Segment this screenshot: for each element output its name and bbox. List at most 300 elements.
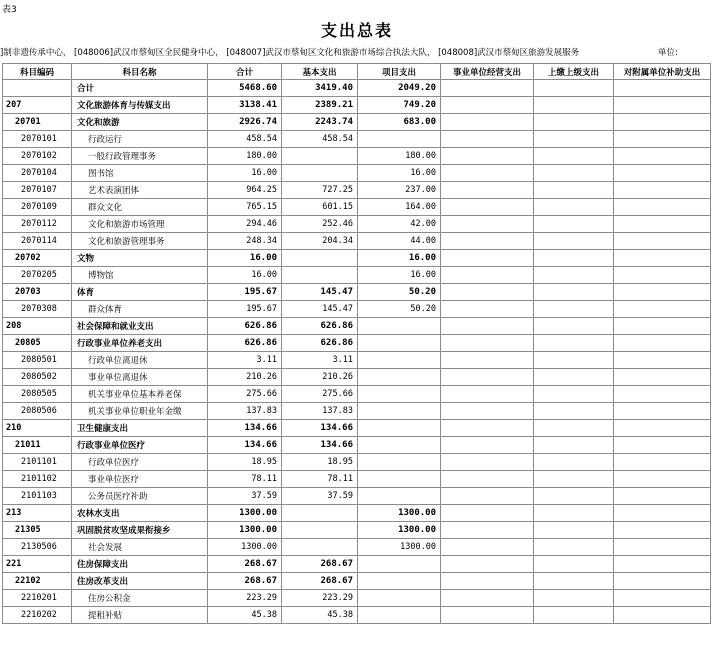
cell-subsidy [614, 114, 711, 131]
cell-project: 164.00 [358, 199, 441, 216]
cell-subsidy [614, 505, 711, 522]
cell-total: 223.29 [208, 590, 282, 607]
cell-business [441, 301, 534, 318]
cell-name: 文化旅游体育与传媒支出 [72, 97, 208, 114]
cell-business [441, 488, 534, 505]
cell-code: 221 [3, 556, 72, 573]
cell-total: 1300.00 [208, 505, 282, 522]
cell-name: 事业单位离退休 [72, 369, 208, 386]
cell-basic: 18.95 [282, 454, 358, 471]
cell-upper [534, 437, 614, 454]
cell-upper [534, 182, 614, 199]
cell-business [441, 182, 534, 199]
table-row [3, 437, 711, 454]
cell-business [441, 114, 534, 131]
cell-business [441, 420, 534, 437]
table-row [3, 80, 711, 97]
cell-upper [534, 539, 614, 556]
unit-label: 单位: [654, 46, 678, 58]
cell-upper [534, 80, 614, 97]
cell-basic: 210.26 [282, 369, 358, 386]
cell-subsidy [614, 454, 711, 471]
cell-project: 42.00 [358, 216, 441, 233]
cell-name: 机关事业单位职业年金缴 [72, 403, 208, 420]
cell-business [441, 131, 534, 148]
cell-project [358, 318, 441, 335]
cell-subsidy [614, 522, 711, 539]
cell-project: 44.00 [358, 233, 441, 250]
table-row [3, 250, 711, 267]
cell-total: 195.67 [208, 284, 282, 301]
cell-name: 群众文化 [72, 199, 208, 216]
cell-name: 农林水支出 [72, 505, 208, 522]
table-row [3, 165, 711, 182]
header-upper: 上缴上级支出 [534, 64, 614, 80]
cell-upper [534, 522, 614, 539]
cell-subsidy [614, 165, 711, 182]
cell-project [358, 131, 441, 148]
cell-total: 16.00 [208, 250, 282, 267]
cell-basic [282, 522, 358, 539]
table-row [3, 233, 711, 250]
header-total: 合计 [208, 64, 282, 80]
cell-upper [534, 454, 614, 471]
cell-total: 16.00 [208, 165, 282, 182]
cell-upper [534, 131, 614, 148]
table-row [3, 471, 711, 488]
cell-project [358, 437, 441, 454]
cell-total: 765.15 [208, 199, 282, 216]
cell-upper [534, 233, 614, 250]
cell-subsidy [614, 539, 711, 556]
cell-subsidy [614, 420, 711, 437]
table-row [3, 488, 711, 505]
table-row [3, 590, 711, 607]
cell-upper [534, 199, 614, 216]
cell-code: 2210202 [3, 607, 72, 624]
cell-upper [534, 216, 614, 233]
table-row [3, 420, 711, 437]
cell-name: 住房公积金 [72, 590, 208, 607]
cell-upper [534, 352, 614, 369]
cell-name: 文化和旅游管理事务 [72, 233, 208, 250]
cell-total: 18.95 [208, 454, 282, 471]
cell-name: 艺术表演团体 [72, 182, 208, 199]
table-row [3, 267, 711, 284]
cell-total: 78.11 [208, 471, 282, 488]
table-row [3, 386, 711, 403]
cell-business [441, 199, 534, 216]
cell-total: 2926.74 [208, 114, 282, 131]
cell-upper [534, 114, 614, 131]
cell-subsidy [614, 250, 711, 267]
cell-basic [282, 165, 358, 182]
cell-name: 合计 [72, 80, 208, 97]
cell-project: 749.20 [358, 97, 441, 114]
cell-upper [534, 267, 614, 284]
cell-business [441, 386, 534, 403]
cell-total: 3138.41 [208, 97, 282, 114]
table-row [3, 216, 711, 233]
expenditure-table [2, 63, 711, 624]
cell-project [358, 573, 441, 590]
cell-code: 20702 [3, 250, 72, 267]
cell-code: 21305 [3, 522, 72, 539]
cell-business [441, 471, 534, 488]
cell-code: 2101102 [3, 471, 72, 488]
cell-business [441, 437, 534, 454]
table-row [3, 352, 711, 369]
cell-name: 提租补贴 [72, 607, 208, 624]
unit-list-line [0, 46, 714, 60]
cell-business [441, 233, 534, 250]
cell-code: 2070114 [3, 233, 72, 250]
cell-total: 1300.00 [208, 522, 282, 539]
cell-project: 2049.20 [358, 80, 441, 97]
cell-subsidy [614, 556, 711, 573]
cell-total: 458.54 [208, 131, 282, 148]
cell-basic: 3.11 [282, 352, 358, 369]
cell-project [358, 471, 441, 488]
cell-subsidy [614, 199, 711, 216]
cell-code: 2130506 [3, 539, 72, 556]
cell-business [441, 403, 534, 420]
cell-subsidy [614, 97, 711, 114]
cell-business [441, 573, 534, 590]
cell-code: 2101101 [3, 454, 72, 471]
table-row [3, 97, 711, 114]
cell-code: 2070102 [3, 148, 72, 165]
table-row [3, 301, 711, 318]
cell-upper [534, 250, 614, 267]
cell-total: 626.86 [208, 335, 282, 352]
cell-code [3, 80, 72, 97]
cell-project: 16.00 [358, 165, 441, 182]
cell-subsidy [614, 352, 711, 369]
cell-name: 事业单位医疗 [72, 471, 208, 488]
cell-upper [534, 97, 614, 114]
cell-code: 2070308 [3, 301, 72, 318]
cell-name: 行政单位医疗 [72, 454, 208, 471]
cell-subsidy [614, 284, 711, 301]
cell-project [358, 403, 441, 420]
cell-code: 2070107 [3, 182, 72, 199]
cell-code: 210 [3, 420, 72, 437]
header-name: 科目名称 [72, 64, 208, 80]
header-subsidy: 对附属单位补助支出 [614, 64, 711, 80]
table-row [3, 182, 711, 199]
cell-upper [534, 318, 614, 335]
cell-basic: 626.86 [282, 335, 358, 352]
cell-total: 268.67 [208, 573, 282, 590]
cell-name: 住房改革支出 [72, 573, 208, 590]
cell-basic: 45.38 [282, 607, 358, 624]
cell-basic: 134.66 [282, 437, 358, 454]
cell-subsidy [614, 437, 711, 454]
cell-total: 45.38 [208, 607, 282, 624]
table-row [3, 199, 711, 216]
cell-code: 207 [3, 97, 72, 114]
cell-basic [282, 148, 358, 165]
cell-subsidy [614, 267, 711, 284]
cell-upper [534, 369, 614, 386]
header-project: 项目支出 [358, 64, 441, 80]
header-basic: 基本支出 [282, 64, 358, 80]
table-row [3, 522, 711, 539]
cell-basic [282, 539, 358, 556]
cell-upper [534, 420, 614, 437]
cell-upper [534, 386, 614, 403]
cell-project [358, 454, 441, 471]
cell-name: 行政单位离退休 [72, 352, 208, 369]
cell-subsidy [614, 488, 711, 505]
cell-name: 行政事业单位医疗 [72, 437, 208, 454]
cell-basic [282, 250, 358, 267]
cell-project: 1300.00 [358, 522, 441, 539]
table-body [3, 80, 711, 624]
cell-total: 137.83 [208, 403, 282, 420]
cell-code: 2070109 [3, 199, 72, 216]
cell-subsidy [614, 607, 711, 624]
cell-code: 2080505 [3, 386, 72, 403]
cell-subsidy [614, 318, 711, 335]
cell-business [441, 284, 534, 301]
cell-business [441, 335, 534, 352]
cell-subsidy [614, 386, 711, 403]
cell-total: 134.66 [208, 420, 282, 437]
cell-basic: 204.34 [282, 233, 358, 250]
table-row [3, 369, 711, 386]
cell-business [441, 97, 534, 114]
cell-code: 2080501 [3, 352, 72, 369]
cell-total: 180.00 [208, 148, 282, 165]
cell-subsidy [614, 182, 711, 199]
cell-name: 博物馆 [72, 267, 208, 284]
cell-upper [534, 573, 614, 590]
cell-name: 公务员医疗补助 [72, 488, 208, 505]
cell-code: 21011 [3, 437, 72, 454]
cell-code: 22102 [3, 573, 72, 590]
table-row [3, 284, 711, 301]
cell-basic: 37.59 [282, 488, 358, 505]
cell-code: 2070104 [3, 165, 72, 182]
cell-total: 1300.00 [208, 539, 282, 556]
cell-business [441, 165, 534, 182]
cell-total: 3.11 [208, 352, 282, 369]
cell-upper [534, 556, 614, 573]
cell-project [358, 386, 441, 403]
cell-project [358, 369, 441, 386]
cell-basic: 2243.74 [282, 114, 358, 131]
cell-business [441, 590, 534, 607]
cell-project: 1300.00 [358, 505, 441, 522]
cell-total: 210.26 [208, 369, 282, 386]
cell-code: 213 [3, 505, 72, 522]
cell-project: 683.00 [358, 114, 441, 131]
cell-basic: 626.86 [282, 318, 358, 335]
cell-project [358, 352, 441, 369]
cell-project [358, 420, 441, 437]
cell-code: 20805 [3, 335, 72, 352]
cell-project: 50.20 [358, 284, 441, 301]
cell-basic: 223.29 [282, 590, 358, 607]
cell-upper [534, 284, 614, 301]
cell-name: 一般行政管理事务 [72, 148, 208, 165]
cell-business [441, 267, 534, 284]
cell-basic: 3419.40 [282, 80, 358, 97]
cell-subsidy [614, 216, 711, 233]
cell-code: 2080502 [3, 369, 72, 386]
cell-project [358, 335, 441, 352]
cell-name: 机关事业单位基本养老保 [72, 386, 208, 403]
cell-basic: 275.66 [282, 386, 358, 403]
cell-business [441, 539, 534, 556]
header-business: 事业单位经营支出 [441, 64, 534, 80]
cell-project: 50.20 [358, 301, 441, 318]
table-row [3, 573, 711, 590]
cell-name: 行政事业单位养老支出 [72, 335, 208, 352]
table-row [3, 556, 711, 573]
cell-code: 2210201 [3, 590, 72, 607]
header-code: 科目编码 [3, 64, 72, 80]
cell-business [441, 505, 534, 522]
table-row [3, 131, 711, 148]
cell-upper [534, 505, 614, 522]
cell-project [358, 488, 441, 505]
table-row [3, 539, 711, 556]
cell-subsidy [614, 335, 711, 352]
cell-project: 16.00 [358, 267, 441, 284]
cell-total: 16.00 [208, 267, 282, 284]
cell-upper [534, 488, 614, 505]
cell-upper [534, 590, 614, 607]
cell-name: 群众体育 [72, 301, 208, 318]
cell-business [441, 607, 534, 624]
cell-name: 巩固脱贫攻坚成果衔接乡 [72, 522, 208, 539]
cell-upper [534, 403, 614, 420]
cell-code: 2070112 [3, 216, 72, 233]
cell-name: 体育 [72, 284, 208, 301]
cell-business [441, 318, 534, 335]
cell-code: 2070101 [3, 131, 72, 148]
cell-total: 294.46 [208, 216, 282, 233]
table-row [3, 454, 711, 471]
cell-basic: 137.83 [282, 403, 358, 420]
cell-business [441, 369, 534, 386]
cell-business [441, 216, 534, 233]
cell-name: 住房保障支出 [72, 556, 208, 573]
unit-list-text: ]制非遗传承中心， [048006]武汉市蔡甸区全民健身中心， [048007]武汉市蔡甸区文化和旅游市场综合执法大队， [048008]武汉市蔡甸区旅游发展服务 [0, 48, 580, 58]
cell-name: 社会保障和就业支出 [72, 318, 208, 335]
cell-project: 16.00 [358, 250, 441, 267]
cell-name: 文化和旅游 [72, 114, 208, 131]
cell-basic: 252.46 [282, 216, 358, 233]
cell-subsidy [614, 403, 711, 420]
cell-basic: 2389.21 [282, 97, 358, 114]
header-row [3, 64, 711, 80]
cell-total: 134.66 [208, 437, 282, 454]
cell-subsidy [614, 233, 711, 250]
cell-business [441, 522, 534, 539]
cell-upper [534, 148, 614, 165]
cell-basic: 134.66 [282, 420, 358, 437]
cell-subsidy [614, 573, 711, 590]
cell-basic: 268.67 [282, 573, 358, 590]
cell-upper [534, 301, 614, 318]
cell-code: 2080506 [3, 403, 72, 420]
cell-name: 卫生健康支出 [72, 420, 208, 437]
cell-business [441, 454, 534, 471]
page-title: 支出总表 [320, 21, 393, 40]
cell-subsidy [614, 590, 711, 607]
cell-basic [282, 505, 358, 522]
cell-code: 2070205 [3, 267, 72, 284]
cell-name: 行政运行 [72, 131, 208, 148]
cell-project [358, 590, 441, 607]
cell-upper [534, 607, 614, 624]
table-row [3, 318, 711, 335]
cell-subsidy [614, 80, 711, 97]
cell-total: 248.34 [208, 233, 282, 250]
cell-project: 180.00 [358, 148, 441, 165]
cell-total: 626.86 [208, 318, 282, 335]
table-row [3, 403, 711, 420]
cell-project [358, 556, 441, 573]
cell-basic: 145.47 [282, 284, 358, 301]
cell-total: 275.66 [208, 386, 282, 403]
cell-business [441, 352, 534, 369]
cell-code: 20703 [3, 284, 72, 301]
cell-name: 社会发展 [72, 539, 208, 556]
cell-code: 208 [3, 318, 72, 335]
cell-basic: 727.25 [282, 182, 358, 199]
table-row [3, 114, 711, 131]
cell-subsidy [614, 471, 711, 488]
cell-total: 195.67 [208, 301, 282, 318]
cell-name: 文化和旅游市场管理 [72, 216, 208, 233]
cell-basic: 268.67 [282, 556, 358, 573]
cell-business [441, 80, 534, 97]
cell-upper [534, 471, 614, 488]
table-row [3, 505, 711, 522]
cell-total: 5468.60 [208, 80, 282, 97]
cell-code: 20701 [3, 114, 72, 131]
cell-project: 237.00 [358, 182, 441, 199]
cell-basic: 145.47 [282, 301, 358, 318]
cell-subsidy [614, 148, 711, 165]
table-row [3, 335, 711, 352]
cell-total: 37.59 [208, 488, 282, 505]
table-row [3, 607, 711, 624]
cell-upper [534, 165, 614, 182]
cell-project: 1300.00 [358, 539, 441, 556]
cell-basic: 78.11 [282, 471, 358, 488]
cell-subsidy [614, 301, 711, 318]
cell-project [358, 607, 441, 624]
cell-business [441, 148, 534, 165]
cell-business [441, 250, 534, 267]
cell-upper [534, 335, 614, 352]
cell-name: 文物 [72, 250, 208, 267]
cell-basic [282, 267, 358, 284]
cell-code: 2101103 [3, 488, 72, 505]
cell-name: 图书馆 [72, 165, 208, 182]
cell-basic: 458.54 [282, 131, 358, 148]
table-number-label: 表3 [2, 5, 17, 15]
cell-subsidy [614, 131, 711, 148]
cell-business [441, 556, 534, 573]
cell-total: 268.67 [208, 556, 282, 573]
